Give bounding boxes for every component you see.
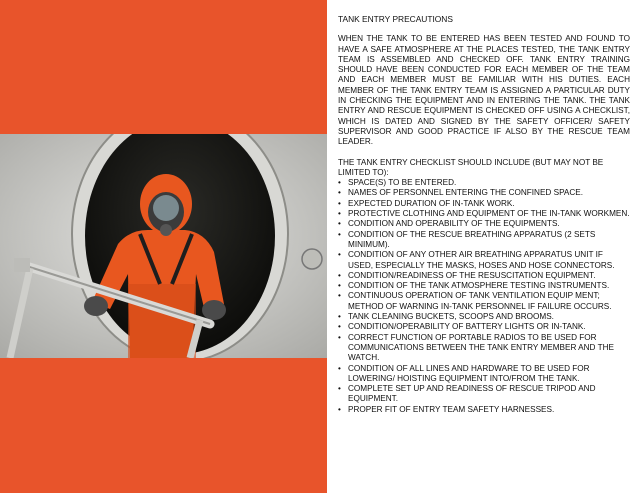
- intro-paragraph: WHEN THE TANK TO BE ENTERED HAS BEEN TESTED AND FOUND TO HAVE A SAFE ATMOSPHERE AT THE PLACES TESTED, THE TANK ENTRY TEAM IS ASSEMBLED AND CHECKED OFF. TANK ENTRY TRAINING SHOULD HAVE BEEN CONDUCTED FOR EACH MEMBER OF THE TEAM AND EACH MEMBER MUST BE FAMILIAR WITH HIS DUTIES. EACH MEMBER OF THE TANK ENTRY TEAM IS ASSIGNED A PARTICULAR DUTY IN CHECKING THE EQUIPMENT AND IN ENTERING THE TANK. THE TANK ENTRY AND RESCUE EQUIPMENT IS CHECKED OFF USING A CHECKLIST, WHICH IS DATED AND SIGNED BY THE SAFETY OFFICER/ SAFETY SUPERVISOR AND GOOD PRACTICE IF ALSO BY THE RESCUE TEAM LEADER.: [338, 34, 630, 147]
- checklist-item: • CONDITION/READINESS OF THE RESUSCITATION EQUIPMENT.: [338, 271, 630, 281]
- checklist-item: • CONDITION AND OPERABILITY OF THE EQUIPMENTS.: [338, 219, 630, 229]
- tank-entry-illustration: [0, 134, 327, 358]
- checklist: [338, 178, 630, 415]
- checklist-item: • CORRECT FUNCTION OF PORTABLE RADIOS TO BE USED FOR COMMUNICATIONS BETWEEN THE TANK ENTRY MEMBER AND THE WATCH.: [338, 333, 630, 364]
- checklist-item: • TANK CLEANING BUCKETS, SCOOPS AND BROOMS.: [338, 312, 630, 322]
- document-body: [338, 14, 630, 415]
- document-title: TANK ENTRY PRECAUTIONS: [338, 14, 453, 24]
- checklist-item: • PROPER FIT OF ENTRY TEAM SAFETY HARNESSES.: [338, 405, 630, 415]
- checklist-item: • SPACE(S) TO BE ENTERED.: [338, 178, 630, 188]
- tank-entry-photo: [0, 134, 327, 358]
- checklist-item: • CONDITION OF THE RESCUE BREATHING APPARATUS (2 SETS MINIMUM).: [338, 230, 630, 251]
- gauge-icon: [302, 249, 322, 269]
- checklist-item: • CONDITION OF ANY OTHER AIR BREATHING APPARATUS UNIT IF USED, ESPECIALLY THE MASKS, HOSES AND HOSE CONNECTORS.: [338, 250, 630, 271]
- checklist-item: • NAMES OF PERSONNEL ENTERING THE CONFINED SPACE.: [338, 188, 630, 198]
- checklist-item: • COMPLETE SET UP AND READINESS OF RESCUE TRIPOD AND EQUIPMENT.: [338, 384, 630, 405]
- checklist-item: • CONDITION OF THE TANK ATMOSPHERE TESTING INSTRUMENTS.: [338, 281, 630, 291]
- checklist-item: • CONDITION/OPERABILITY OF BATTERY LIGHTS OR IN-TANK.: [338, 322, 630, 332]
- checklist-item: • CONDITION OF ALL LINES AND HARDWARE TO BE USED FOR LOWERING/ HOISTING EQUIPMENT INTO/FROM THE TANK.: [338, 364, 630, 385]
- checklist-item: • CONTINUOUS OPERATION OF TANK VENTILATION EQUIP MENT; METHOD OF WARNING IN-TANK PERSONNEL IF FAILURE OCCURS.: [338, 291, 630, 312]
- checklist-intro: THE TANK ENTRY CHECKLIST SHOULD INCLUDE (BUT MAY NOT BE LIMITED TO):: [338, 157, 604, 177]
- checklist-item: • PROTECTIVE CLOTHING AND EQUIPMENT OF THE IN-TANK WORKMEN.: [338, 209, 630, 219]
- checklist-item: • EXPECTED DURATION OF IN-TANK WORK.: [338, 199, 630, 209]
